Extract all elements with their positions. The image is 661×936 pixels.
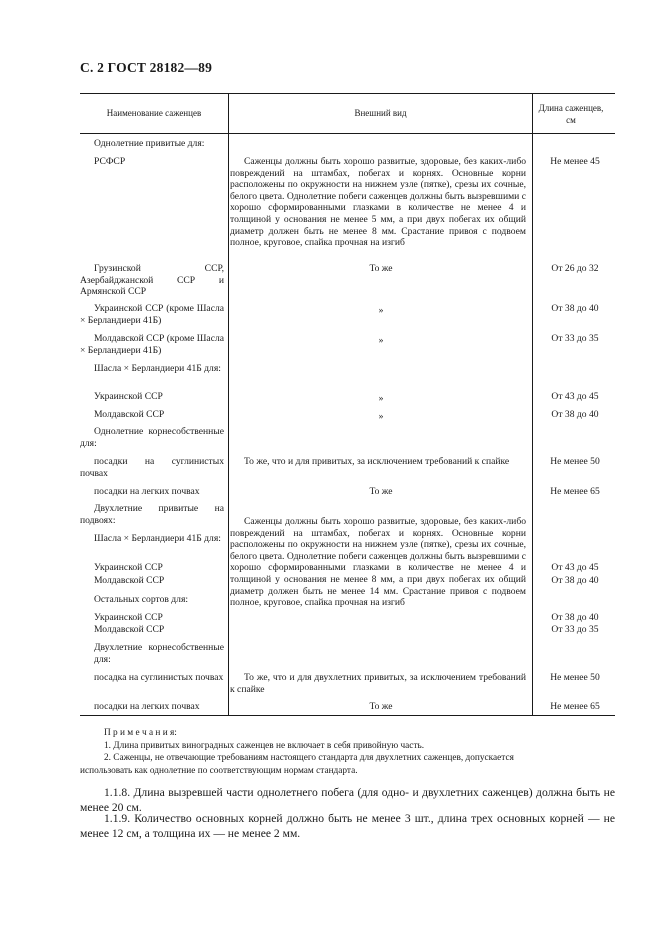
header-length: Длина саженцев, см: [538, 103, 604, 125]
paragraph-1-1-8: 1.1.8. Длина вызревшей части однолетнего побега (для одно- и двухлетних саженцев) должна быть не менее 20 см.: [80, 786, 615, 814]
table-row-length: Не менее 50: [550, 672, 600, 683]
table-row-appearance: »: [378, 411, 384, 422]
table-row-length: От 43 до 45: [551, 562, 599, 573]
table-row-appearance: »: [378, 335, 384, 346]
table-row-length: От 38 до 40: [551, 303, 599, 314]
table-row-appearance: То же: [369, 263, 393, 274]
table-row-length: От 38 до 40: [551, 409, 599, 420]
table-row-length: От 43 до 45: [551, 391, 599, 402]
table-row-appearance: То же, что и для двухлетних привитых, за исключением требований к спайке: [230, 672, 526, 695]
table-row-name: Украинской ССР: [94, 562, 163, 573]
table-row-name: Однолетние привитые для:: [94, 138, 205, 149]
table-row-name: посадка на суглинистых почвах: [94, 672, 224, 683]
table-row-length: От 26 до 32: [551, 263, 599, 274]
table-row-name: РСФСР: [94, 156, 126, 167]
table-row-name: Грузинской ССР, Азербайджанской ССР и Армянской ССР: [80, 263, 224, 298]
table-row-appearance: То же, что и для привитых, за исключением требований к спайке: [244, 456, 510, 467]
table-row-name: Шасла × Берландиери 41Б для:: [94, 533, 221, 544]
note-2-continued: использовать как однолетние по соответствующим нормам стандарта.: [80, 766, 358, 776]
table-row-name: Молдавской ССР: [94, 575, 165, 586]
table-row-length: Не менее 65: [550, 701, 600, 712]
table-header-rule: [80, 133, 615, 134]
table-bottom-rule: [80, 715, 615, 716]
table-row-name: Молдавской ССР: [94, 409, 165, 420]
table-row-name: Двухлетние корнесобственные для:: [94, 642, 224, 665]
table-row-length: Не менее 65: [550, 486, 600, 497]
table-row-name: Украинской ССР: [94, 391, 163, 402]
header-name: Наименование саженцев: [106, 108, 202, 118]
table-row-name: Однолетние корнесобственные для:: [80, 426, 224, 449]
column-divider-2: [532, 93, 533, 715]
table-row-length: От 33 до 35: [551, 624, 599, 635]
notes-title: П р и м е ч а н и я:: [104, 728, 177, 738]
table-row-name: посадки на суглинистых почвах: [80, 456, 224, 479]
page-header: С. 2 ГОСТ 28182—89: [80, 60, 213, 75]
table-row-name: Молдавской ССР: [94, 624, 165, 635]
table-row-name: Украинской ССР: [94, 612, 163, 623]
table-row-name: Остальных сортов для:: [94, 594, 189, 605]
table-row-length: От 38 до 40: [551, 612, 599, 623]
table-row-name: Двухлетние привитые на подвоях:: [80, 503, 224, 526]
table-row-appearance: »: [378, 305, 384, 316]
table-row-appearance: Саженцы должны быть хорошо развитые, здоровые, без каких-либо повреждений на штамбах, побегах и корнях. Основные корни расположены по окружности на нижнем узле (пятке), срезы их сочные, белого цвета. Однолетние побеги саженцев должны быть вызревшими с хорошо сформированными глазками в количестве не менее 4 и толщиной у основания не менее 8 мм, а при двух побегах их общий диаметр должен быть не менее 14 мм. Срастание привоя с подвоем полное, круговое, спайка прочная на изгиб: [230, 516, 526, 609]
table-row-name: Шасла × Берландиери 41Б для:: [94, 363, 221, 374]
table-row-appearance: »: [378, 393, 384, 404]
paragraph-1-1-9: 1.1.9. Количество основных корней должно быть не менее 3 шт., длина трех основных корней — не менее 12 см, а толщина их — не менее 2 мм.: [80, 812, 615, 840]
table-row-appearance: То же: [369, 486, 393, 497]
header-appearance: Внешний вид: [354, 108, 407, 118]
table-top-rule: [80, 93, 615, 94]
column-divider-1: [228, 93, 229, 715]
table-row-length: Не менее 50: [550, 456, 600, 467]
table-row-length: От 38 до 40: [551, 575, 599, 586]
table-row-length: Не менее 45: [550, 156, 600, 167]
table-row-name: Украинской ССР (кроме Шасла × Берландиери 41Б): [80, 303, 224, 326]
table-row-name: посадки на легких почвах: [94, 486, 200, 497]
table-row-name: Молдавской ССР (кроме Шасла × Берландиери 41Б): [80, 333, 224, 356]
table-row-appearance: Саженцы должны быть хорошо развитые, здоровые, без каких-либо повреждений на штамбах, побегах и корнях. Основные корни расположены по окружности на нижнем узле (пятке), срезы их сочные, белого цвета. Однолетние побеги саженцев должны быть вызревшими с хорошо сформированными глазками в количестве не менее 4 и толщиной у основания не менее 5 мм, а при двух побегах их общий диаметр должен быть не менее 8 мм. Срастание привоя с подвоем полное, круговое, спайка прочная на изгиб: [230, 156, 526, 249]
note-1: 1. Длина привитых виноградных саженцев не включает в себя привойную часть.: [104, 741, 425, 751]
table-row-length: От 33 до 35: [551, 333, 599, 344]
note-2: 2. Саженцы, не отвечающие требованиям настоящего стандарта для двухлетних саженцев, допускается: [104, 753, 514, 763]
table-row-appearance: То же: [369, 701, 393, 712]
table-row-name: посадки на легких почвах: [94, 701, 200, 712]
